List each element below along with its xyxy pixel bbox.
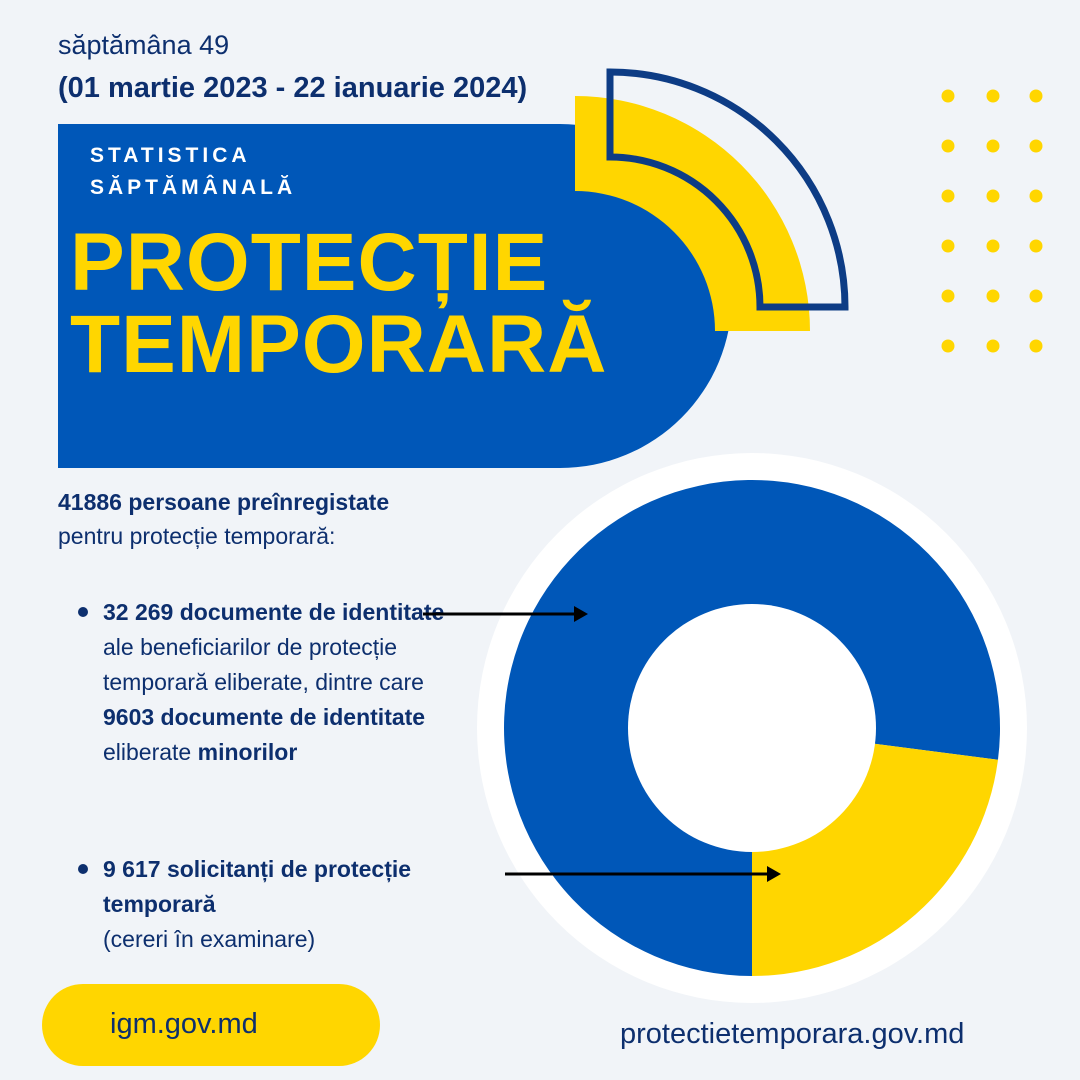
- footer-website[interactable]: protectietemporara.gov.md: [620, 1018, 965, 1050]
- banner-title-line1: PROTECȚIE: [70, 217, 549, 308]
- banner-title-line2: TEMPORARĂ: [70, 299, 608, 390]
- minors-label: minorilor: [197, 739, 298, 765]
- documents-count: 32 269 documente de identitate: [103, 599, 445, 625]
- igm-link-text[interactable]: igm.gov.md: [110, 1008, 258, 1040]
- total-description: pentru protecție temporară:: [58, 523, 336, 549]
- banner-subtitle-line1: STATISTICA: [90, 144, 251, 167]
- banner-subtitle-line2: SĂPTĂMÂNALĂ: [90, 176, 297, 199]
- applicants-note: (cereri în examinare): [103, 926, 316, 952]
- applicants-count: 9 617 solicitanți de protecție temporară: [103, 856, 412, 917]
- documents-suffix: eliberate: [103, 739, 198, 765]
- chart-hole: [628, 604, 876, 852]
- minor-documents-count: 9603 documente de identitate: [103, 704, 426, 730]
- documents-description: ale beneficiarilor de protecție temporară eliberate, dintre care: [103, 634, 424, 695]
- week-label: săptămâna 49: [58, 30, 230, 60]
- total-count: 41886 persoane preînregistate: [58, 489, 390, 515]
- period-label: (01 martie 2023 - 22 ianuarie 2024): [58, 72, 528, 104]
